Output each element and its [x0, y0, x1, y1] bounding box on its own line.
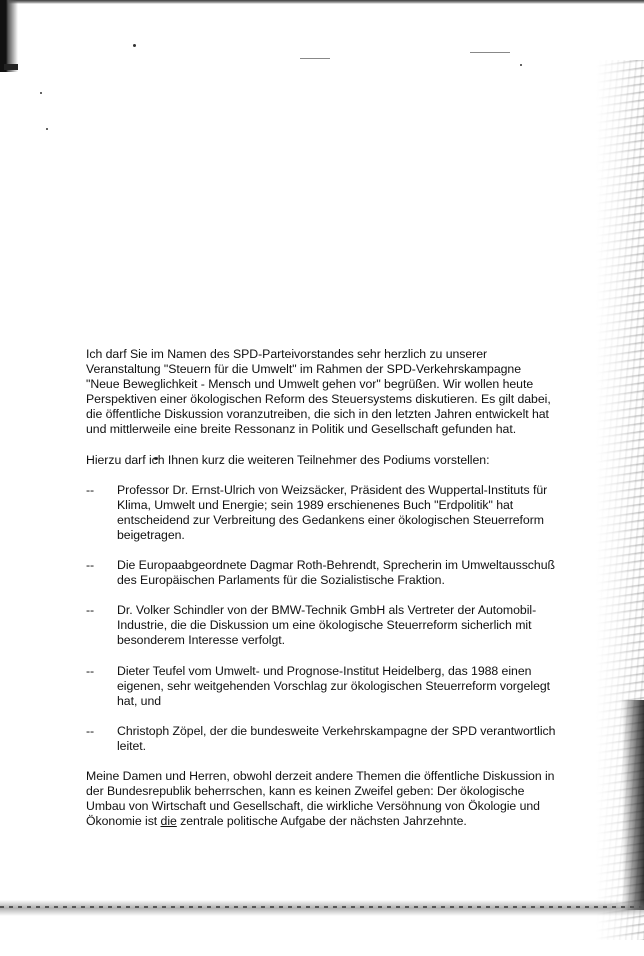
- list-item: [86, 664, 556, 709]
- scan-speck: [520, 64, 522, 66]
- scan-speck: [133, 44, 136, 47]
- list-item: [86, 558, 556, 588]
- closing-text-after: zentrale politische Aufgabe der nächsten Jahrzehnte.: [176, 814, 467, 829]
- participants-heading: Hierzu darf ich Ihnen kurz die weiteren Teilnehmer des Podiums vorstellen:: [86, 452, 490, 467]
- participant-text: Dr. Volker Schindler von der BMW-Technik GmbH als Vertreter der Automobil-Industrie, die die Diskussion um eine ökologische Steuerreform sicherlich mit besonderem Interesse verfolgt.: [117, 603, 537, 648]
- list-item: [86, 483, 556, 543]
- participant-text: Professor Dr. Ernst-Ulrich von Weizsäcker, Präsident des Wuppertal-Instituts für Klima, Umwelt und Energie; sein 1989 erschienenes Buch "Erdpolitik" hat entscheidend zur Verbreitung des Gedankens einer ökologischen Steuerreform beigetragen.: [117, 482, 548, 542]
- closing-text-before: Meine Damen und Herren, obwohl derzeit andere Themen die öffentliche Diskussion in der Bundesrepublik beherrschen, kann es keinen Zweifel geben: Der ökologische Umbau von Wirtschaft und Gesellschaft, die wirkliche Versöhnung von Ökologie und Ökonomie ist: [86, 768, 555, 829]
- participants-list: [86, 483, 556, 754]
- closing-emphasis: die: [160, 814, 177, 829]
- scan-speck: [40, 92, 42, 94]
- list-marker: --: [86, 558, 95, 573]
- scan-bottom-edge: [0, 900, 644, 916]
- list-marker: --: [86, 723, 95, 738]
- scan-top-edge: [0, 0, 644, 4]
- participant-text: Dieter Teufel vom Umwelt- und Prognose-Institut Heidelberg, das 1988 einen eigenen, sehr weitgehenden Vorschlag zur ökologischen Steuerreform vorgelegt hat, und: [117, 663, 551, 708]
- list-marker: --: [86, 663, 95, 678]
- closing-paragraph: [86, 769, 556, 829]
- scan-mark: [300, 58, 330, 59]
- participant-text: Die Europaabgeordnete Dagmar Roth-Behrendt, Sprecherin im Umweltausschuß des Europäischen Parlaments für die Sozialistische Fraktion.: [117, 558, 555, 588]
- scan-speck: [46, 128, 48, 130]
- list-item: [86, 724, 556, 754]
- scan-right-edge-shadow: [622, 700, 644, 910]
- scan-binder-clip: [0, 0, 18, 72]
- participant-text: Christoph Zöpel, der die bundesweite Verkehrskampagne der SPD verantwortlich leitet.: [117, 723, 556, 753]
- list-item: [86, 603, 556, 648]
- intro-paragraph: Ich darf Sie im Namen des SPD-Parteivorstandes sehr herzlich zu unserer Veranstaltung "Steuern für die Umwelt" im Rahmen der SPD-Verkehrskampagne "Neue Beweglichkeit - Mensch und Umwelt gehen vor" begrüßen. Wir wollen heute Perspektiven einer ökologischen Reform des Steuersystems diskutieren. Es gilt dabei, die öffentliche Diskussion voranzutreiben, die sich in den letzten Jahren entwickelt hat und mittlerweile eine breite Ressonanz in Politik und Gesellschaft gefunden hat.: [86, 347, 551, 437]
- letter-body: [86, 347, 556, 829]
- list-marker: --: [86, 603, 95, 618]
- scan-mark: [470, 52, 510, 53]
- list-marker: --: [86, 482, 95, 497]
